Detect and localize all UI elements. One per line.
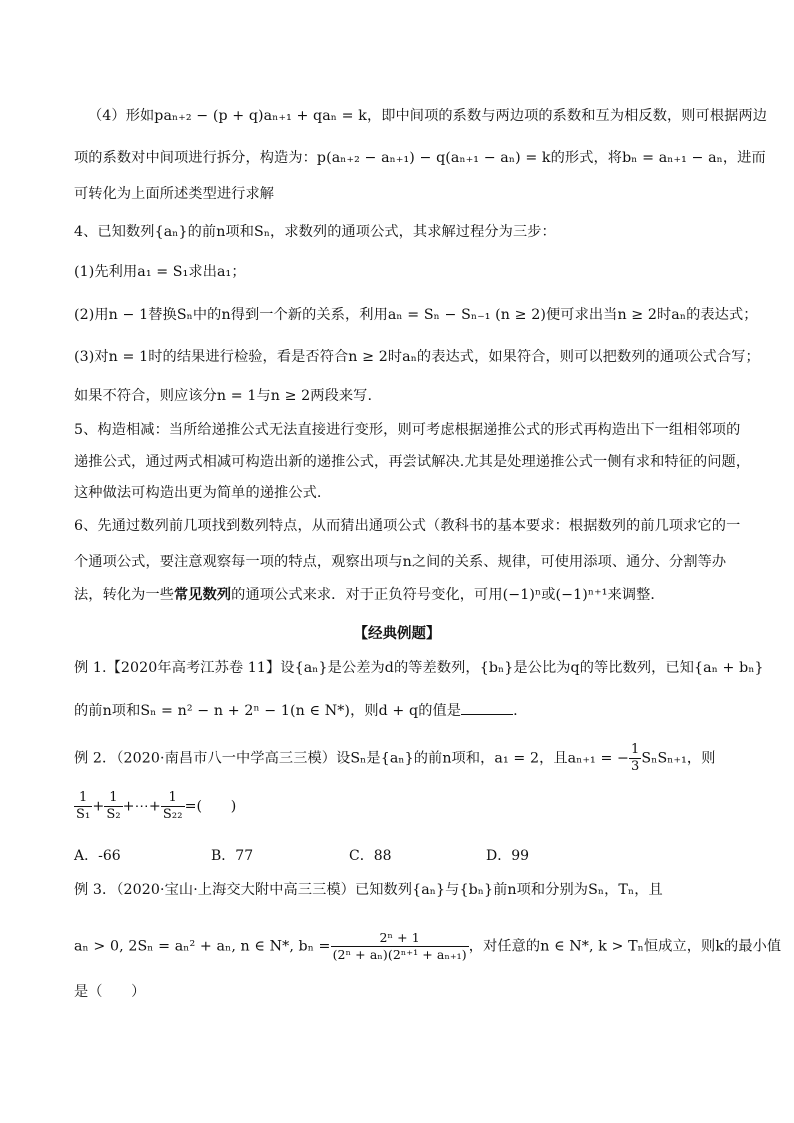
section-5-line-1: 5、构造相减：当所给递推公式无法直接进行变形，则可考虑根据递推公式的形式再构造出下一组相邻项的 (74, 422, 741, 438)
fraction-denominator: S₂₂ (162, 807, 183, 822)
section-6-line-3 (74, 585, 734, 605)
fraction-denominator: S₂ (106, 807, 121, 822)
example-3-question: ，对任意的n ∈ N*, k > Tₙ恒成立，则k的最小值 (468, 938, 782, 955)
example-2-text-b: SₙSₙ₊₁，则 (641, 750, 716, 767)
section-6-text-b: 的通项公式来求．对于正负符号变化，可用(−1)ⁿ或(−1)ⁿ⁺¹来调整． (231, 587, 665, 603)
ellipsis-sum: +⋯+ (122, 798, 161, 815)
common-sequence-emphasis: 常见数列 (174, 587, 232, 603)
section-4-title: 4、已知数列{aₙ}的前n项和Sₙ，求数列的通项公式，其求解过程分为三步： (74, 224, 556, 240)
example-3-line-2 (74, 930, 782, 963)
section-5-line-2: 递推公式，通过两式相减可构造出新的递推公式，再尝试解决.尤其是处理递推公式一侧有求和特征的问题， (74, 454, 751, 470)
fraction-numerator: 1 (161, 790, 185, 807)
section-4-step-2: (2)用n − 1替换Sₙ中的n得到一个新的关系，利用aₙ = Sₙ − Sₙ₋₁ (n ≥ 2)便可求出当n ≥ 2时aₙ的表达式； (74, 307, 758, 323)
fraction-denominator: (2ⁿ + aₙ)(2ⁿ⁺¹ + aₙ₊₁) (332, 947, 467, 962)
fraction-1-over-s1 (74, 790, 92, 823)
method-4-line-2: 项的系数对中间项进行拆分，构造为：p(aₙ₊₂ − aₙ₊₁) − q(aₙ₊₁ − aₙ) = k的形式，将bₙ = aₙ₊₁ − aₙ，进而 (74, 150, 766, 166)
answer-blank (461, 700, 513, 715)
fraction-numerator: 1 (631, 742, 640, 757)
option-c: C．88 (349, 848, 392, 864)
section-6-text-a: 法，转化为一些 (74, 587, 175, 603)
fraction-numerator: 2ⁿ + 1 (331, 930, 469, 947)
method-4-line-3: 可转化为上面所述类型进行求解 (74, 186, 275, 202)
example-1-period: . (513, 703, 518, 719)
example-1-line-2 (74, 700, 734, 721)
section-4-step-1: (1)先利用a₁ = S₁求出a₁； (74, 264, 246, 280)
option-a: A．-66 (74, 848, 121, 864)
example-2-line-1 (74, 742, 734, 775)
example-3-conditions: aₙ > 0, 2Sₙ = aₙ² + aₙ, n ∈ N*, bₙ = (74, 938, 331, 955)
section-6-line-1: 6、先通过数列前几项找到数列特点，从而猜出通项公式（教科书的基本要求：根据数列的前几项求它的一 (74, 518, 741, 534)
example-1-question: 的前n项和Sₙ = n² − n + 2ⁿ − 1(n ∈ N*)，则d + q的值是 (74, 703, 462, 719)
option-b: B．77 (211, 848, 254, 864)
fraction-numerator: 1 (74, 790, 92, 807)
fraction-1-over-s22 (161, 790, 185, 823)
example-1-line-1: 例 1.【2020年高考江苏卷 11】设{aₙ}是公差为d的等差数列，{bₙ}是公比为q的等比数列，已知{aₙ + bₙ} (74, 660, 764, 676)
example-3-line-3: 是（ ） (74, 984, 146, 1000)
method-4-line-1: （4）形如paₙ₊₂ − (p + q)aₙ₊₁ + qaₙ = k，即中间项的系数与两边项的系数和互为相反数，则可根据两边 (88, 108, 767, 124)
example-2-sum-expression (74, 790, 734, 823)
fraction-denominator: S₁ (76, 807, 91, 822)
section-4-step-3a: (3)对n = 1时的结果进行检验，看是否符合n ≥ 2时aₙ的表达式，如果符合，则可以把数列的通项公式合写； (74, 349, 760, 365)
fraction-1-over-s2 (104, 790, 122, 823)
equals-answer-paren: =( ) (184, 798, 237, 815)
example-2-text-a: 例 2．（2020·南昌市八一中学高三三模）设Sₙ是{aₙ}的前n项和，a₁ = 2，且aₙ₊₁ = − (74, 750, 630, 767)
fraction-denominator: 3 (631, 759, 640, 774)
example-3-line-1: 例 3．（2020·宝山·上海交大附中高三三模）已知数列{aₙ}与{bₙ}前n项和分别为Sₙ，Tₙ，且 (74, 882, 663, 898)
classic-examples-heading: 【经典例题】 (353, 626, 441, 642)
option-d: D．99 (486, 848, 530, 864)
section-5-line-3: 这种做法可构造出更为简单的递推公式. (74, 485, 322, 501)
section-6-line-2: 个通项公式，要注意观察每一项的特点，观察出项与n之间的关系、规律，可使用添项、通分、分割等办 (74, 554, 727, 570)
example-2-fraction-one-third (629, 742, 641, 775)
section-4-step-3b: 如果不符合，则应该分n = 1与n ≥ 2两段来写. (74, 388, 373, 404)
fraction-numerator: 1 (104, 790, 122, 807)
example-3-bn-fraction (331, 930, 469, 963)
plus-sign: + (92, 798, 105, 815)
